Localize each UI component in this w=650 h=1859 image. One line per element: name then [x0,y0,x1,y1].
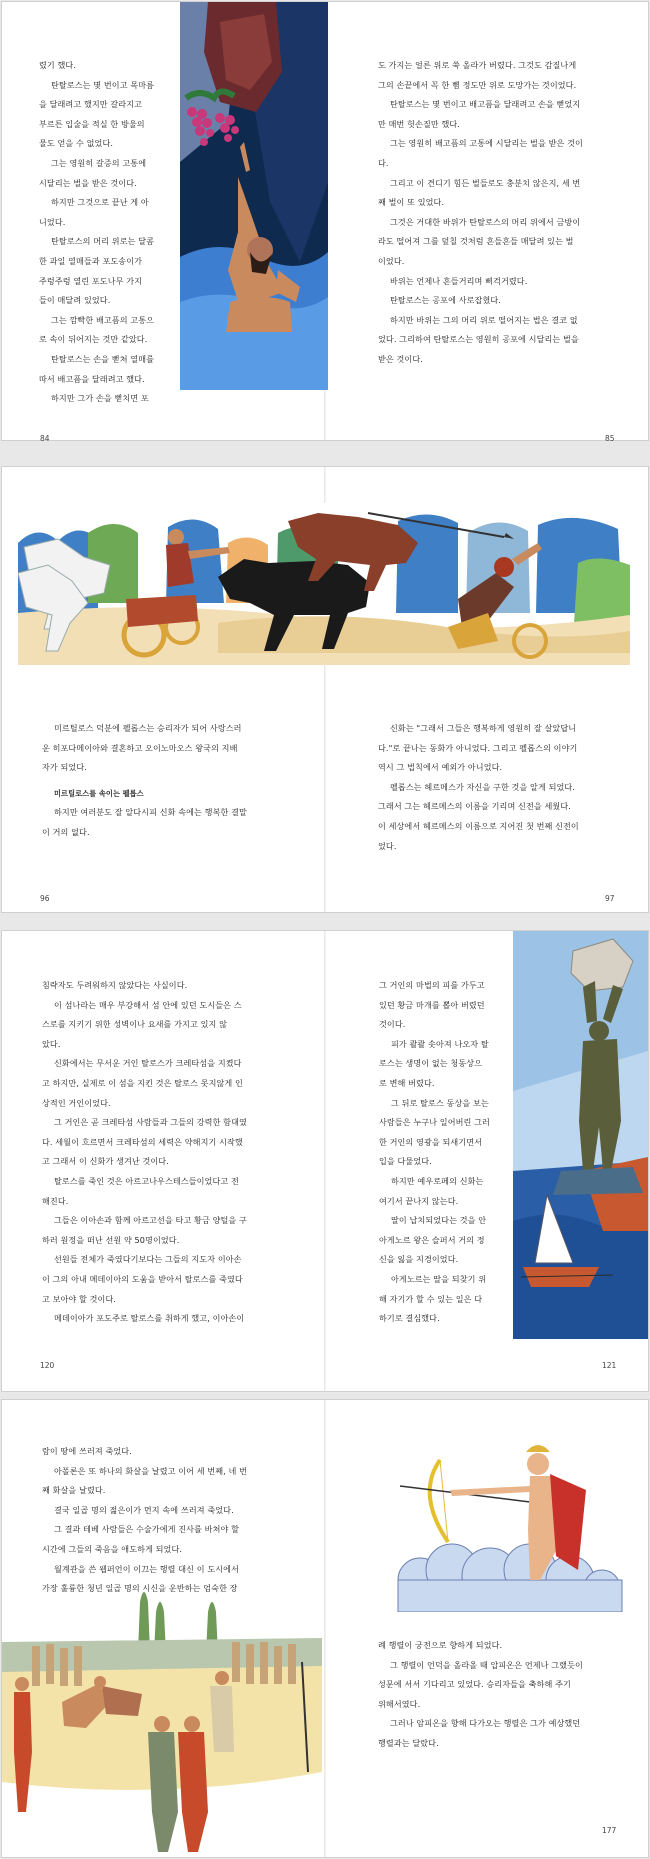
gutter [324,1400,326,1857]
line: 신화에서는 무서운 거인 탈로스가 크레타섬을 지켰다 [54,1058,242,1069]
line: 로스는 생명이 없는 청동상으 [379,1058,483,1069]
line: 한 거인의 영광을 되새기면서 [379,1136,483,1147]
line: 한 과일 열매들과 포도송이가 [39,255,143,266]
line: 다."로 끝나는 동화가 아니었다. 그리고 펠롭스의 이야기 [378,742,578,753]
line: 입을 다물었다. [379,1156,432,1167]
line: 그래서 그는 헤르메스의 이름을 기리며 신전을 세웠다. [378,801,571,812]
gutter [324,931,326,1391]
line: 째 벌이 또 있었다. [378,197,445,208]
line: 역시 그 법칙에서 예외가 아니었다. [378,762,503,773]
line: 있던 황금 마개를 뽑아 버렸던 [379,999,485,1010]
line: 고 하지만, 실제로 이 섬을 지킨 것은 탈로스 못지않게 인 [42,1077,243,1088]
line: 따서 배고픔을 달래려고 했다. [39,373,145,384]
line: 하지만 여러분도 잘 알다시피 신화 속에는 행복한 결말 [54,807,247,818]
page-number: 96 [40,894,50,903]
line: 받은 것이다. [378,353,423,364]
line: 이 그의 아내 메데이아의 도움을 받아서 탈로스를 죽였다 [42,1273,243,1284]
line: 었다. 그리하여 탄탈로스는 영원히 공포에 시달리는 벌을 [378,334,579,345]
line: 주렁주렁 열린 포도나무 가지 [39,275,143,286]
line: 탄탈로스는 손을 뻗쳐 열매를 [51,353,155,364]
line: 스로를 지키기 위한 성벽이나 요새를 가지고 있지 않 [42,1019,228,1030]
pelops-chariot-illustration [18,503,630,665]
book-spread-2 [2,467,648,912]
line: 해진다. [42,1195,69,1206]
text-column-left [42,1442,247,1599]
tantalus-illustration [180,2,328,390]
line: 신을 잃을 지경이었다. [379,1254,459,1265]
line: 메데이아가 포도주로 탈로스를 취하게 했고, 이아손이 [54,1313,245,1324]
line: 위해서였다. [378,1698,421,1709]
line: 미르틸로스 덕분에 펠롭스는 승리자가 되어 사랑스러 [54,723,242,733]
line: 다. [378,157,389,168]
line: 이 섬나라는 매우 부강해서 섬 안에 있던 도시들은 스 [54,999,242,1010]
line: 고 그래서 이 신화가 생겨난 것이다. [42,1156,169,1167]
line: 니었다. [39,216,66,227]
line: 이 세상에서 헤르메스의 이름으로 지어진 첫 번째 신전이 [378,820,579,831]
line: 들이 매달려 있었다. [39,295,111,306]
line: 성문에 서서 기다리고 있었다. 승리자들을 축하해 주기 [378,1679,571,1690]
page-number: 84 [40,434,50,443]
line: 시간에 그들의 죽음을 애도하게 되었다. [42,1543,183,1554]
line: 렸기 했다. [39,60,77,70]
line: 그 거인은 곧 크레타섬 사람들과 그들의 강력한 함대였 [54,1117,247,1128]
line: 째 화살을 날렸다. [42,1485,106,1496]
line: 탄탈로스의 머리 위로는 달콤 [51,236,155,247]
line: 행렬과는 달랐다. [378,1737,439,1748]
line: 탄탈로스는 몇 번이고 목마름 [51,79,155,90]
line: 하지만 그가 손을 뻗치면 포 [51,393,149,404]
line: 운 히포다메이아와 결혼하고 오이노마오스 왕국의 지배 [42,742,238,753]
line: 그리고 이 견디기 힘든 벌들로도 충분치 않은지, 세 번 [390,177,581,188]
line: 펠롭스는 헤르메스가 자신을 구한 것을 알게 되었다. [390,781,576,792]
line: 그는 깜빡한 배고픔의 고통으 [51,314,155,325]
line: 로 속이 뒤어지는 것만 같았다. [39,334,148,345]
line: 그 거인의 마법의 피를 가두고 [379,980,485,990]
line: 그 행렬이 언덕을 올라올 때 압피온은 언제나 그랬듯이 [390,1659,583,1670]
line: 하기로 결심했다. [379,1313,440,1324]
illustration-caption: 미르틸로스를 속이는 펠롭스 [54,788,144,798]
line: 다. 세월이 흐르면서 크레타섬의 세력은 약해지기 시작했 [42,1136,243,1147]
text-column-right [378,719,579,856]
book-spread-3 [2,931,648,1391]
line: 아게노르는 딸을 되찾기 위 [391,1273,487,1284]
book-spread-1 [2,2,648,443]
page-number: 121 [602,1361,617,1370]
line: 것이다. [379,1019,406,1030]
line: 여기서 끝나지 않는다. [379,1195,459,1206]
line: 었다. [378,840,397,851]
line: 그 뒤로 탈로스 동상을 보는 [391,1097,489,1108]
line: 상적인 거인이었다. [42,1097,111,1108]
line: 로 변해 버렸다. [379,1077,435,1088]
apollo-illustration [380,1430,630,1612]
line: 그러나 암피온을 향해 다가오는 행렬은 그가 예상했던 [390,1718,581,1729]
line: 아폴론은 또 하나의 화살을 날렸고 이어 세 번째, 네 번 [54,1465,248,1476]
book-spread-4 [2,1400,648,1857]
line: 그는 영원히 배고픔의 고통에 시달리는 벌을 받은 것이 [390,138,583,149]
page-number: 120 [40,1361,55,1370]
text-column-left [42,719,247,843]
talos-illustration [513,931,648,1339]
line: 그 결과 테베 사람들은 수술가에게 진사를 바쳐야 할 [54,1524,240,1535]
line: 피가 콸콸 솟아져 나오자 탈 [391,1038,489,1049]
line: 이 거의 없다. [42,826,90,837]
line: 람이 땅에 쓰러져 죽었다. [42,1446,132,1456]
line: 사람들은 누구나 일어버린 그러 [379,1117,490,1128]
line: 아게노르 왕은 슬퍼서 거의 정 [379,1234,485,1245]
rock-base [553,1167,643,1195]
line: 자가 되었다. [42,762,87,773]
line: 신화는 "그래서 그들은 행복하게 영원히 잘 살았답니 [390,723,577,733]
line: 딸이 납치되었다는 것을 안 [391,1215,487,1226]
line: 하지만 예우로페의 신화는 [391,1175,484,1186]
line: 례 행렬이 궁전으로 향하게 되었다. [378,1640,503,1650]
line: 을 달래려고 했지만 갈라지고 [39,99,143,110]
text-column-right [378,56,583,370]
text-column-left [39,56,154,409]
line: 탄탈로스는 몇 번이고 배고픔을 달래려고 손을 뻗었지 [390,99,581,110]
line: 그의 손끝에서 꼭 한 뼘 정도만 위로 도망가는 것이었다. [378,79,577,90]
page-number: 177 [602,1826,617,1835]
line: 월계관을 쓴 웹퍼언이 이끄는 행렬 대신 이 도시에서 [54,1563,240,1574]
line: 그는 영원히 갈증의 고통에 [51,157,147,168]
line: 고 보아야 할 것이다. [42,1293,117,1304]
line: 그들은 이아손과 함께 아르고선을 타고 황금 양털을 구 [54,1215,247,1226]
line: 시달리는 벌을 받은 것이다. [39,177,137,188]
line: 선원들 전체가 죽였다기보다는 그들의 지도자 이아손 [54,1254,242,1265]
line: 부르튼 입술을 적실 한 방울의 [39,118,145,129]
line: 았다. [42,1038,61,1049]
text-column-left [42,976,247,1329]
line: 침략자도 두려워하지 않았다는 사실이다. [42,980,188,990]
line: 가장 훌륭한 청년 일곱 명의 시신을 운반하는 엄숙한 장 [42,1583,238,1594]
line: 하지만 그것으로 끝난 게 아 [51,197,149,208]
line: 이었다. [378,255,405,266]
line: 탄탈로스는 공포에 사로잡혔다. [390,295,501,306]
line: 그것은 거대한 바위가 탄탈로스의 머리 위에서 금방이 [390,216,581,227]
line: 탈로스를 죽인 것은 아르고나우스테스들이었다고 전 [54,1175,239,1186]
page-number: 85 [605,434,615,443]
text-column-right [379,976,490,1329]
line: 라도 떨어져 그를 덮칠 것처럼 흔들흔들 매달려 있는 벌 [378,236,574,247]
page-number: 97 [605,894,615,903]
athletes-illustration [2,1582,322,1857]
line: 물도 얻을 수 없었다. [39,138,114,149]
line: 바위는 언제나 흔들거리며 삐걱거렸다. [390,275,528,286]
line: 도 가지는 얼른 위로 쑥 올라가 버렸다. 그것도 감질나게 [378,60,577,70]
line: 하러 원정을 떠난 선원 약 50명이었다. [42,1234,180,1245]
line: 만 매번 헛손질만 했다. [378,118,460,129]
line: 하지만 바위는 그의 머리 위로 떨어지는 법은 결코 없 [390,314,578,325]
line: 해 자기가 할 수 있는 일은 다 [379,1293,483,1304]
line: 결국 일곱 명의 젊은이가 먼지 속에 쓰러져 죽었다. [54,1504,234,1515]
text-column-right [378,1636,583,1754]
